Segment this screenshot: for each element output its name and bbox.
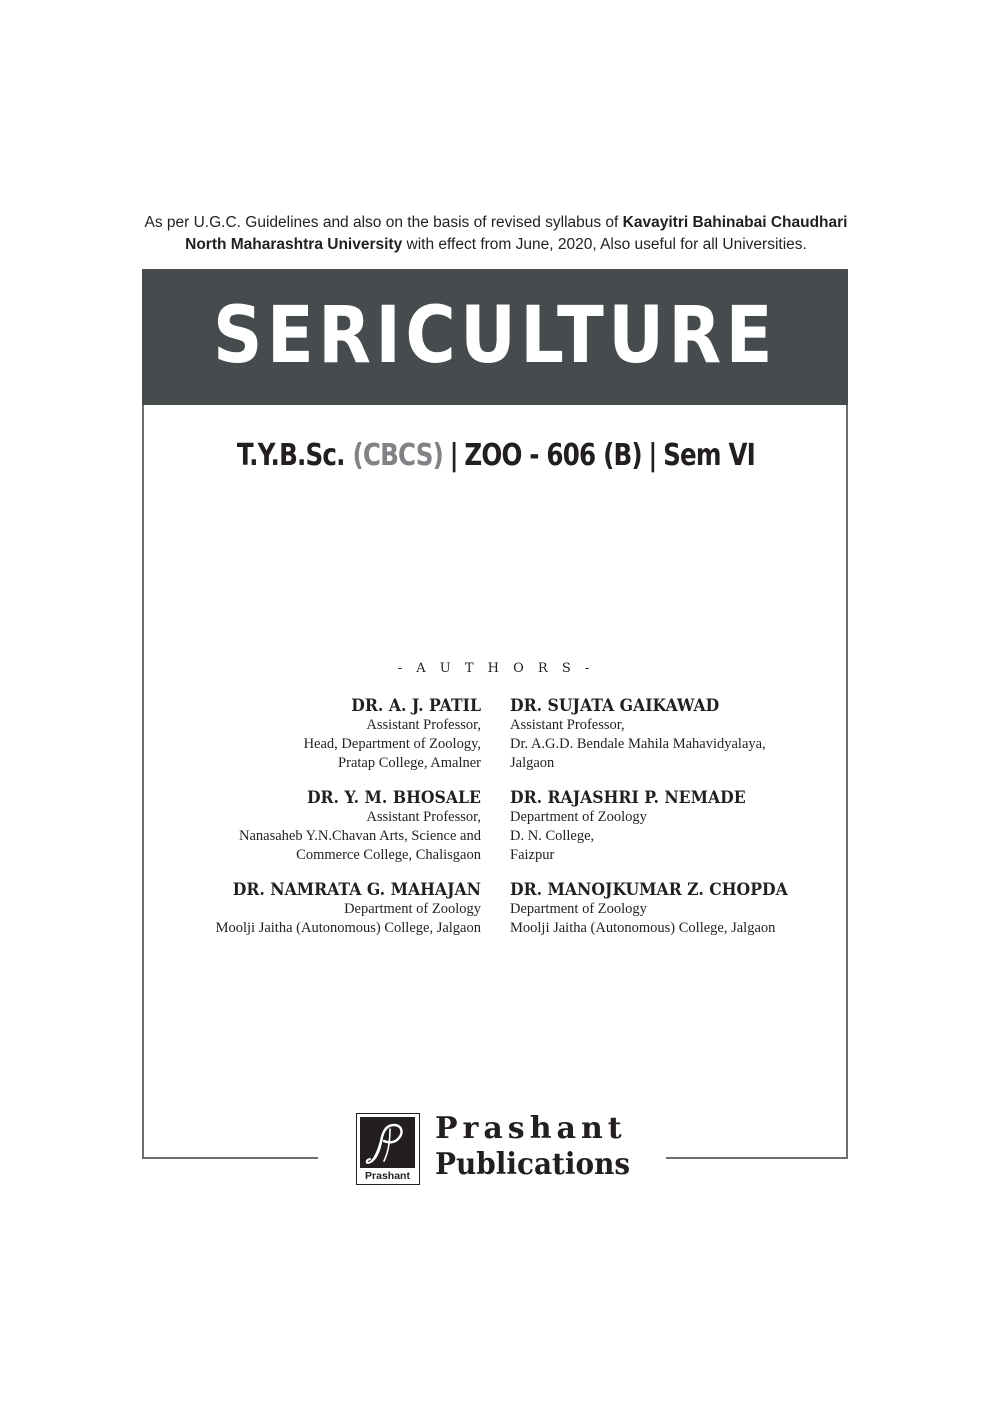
author-affiliation: Faizpur bbox=[510, 847, 555, 863]
author-affiliation: Moolji Jaitha (Autonomous) College, Jalgaon bbox=[510, 920, 776, 936]
author-name: DR. Y. M. BHOSALE bbox=[306, 788, 481, 807]
author-affiliation: D. N. College, bbox=[510, 828, 595, 844]
author-affiliation: Jalgaon bbox=[510, 755, 555, 771]
author-affiliation: Assistant Professor, bbox=[366, 809, 481, 825]
author-affiliation: Department of Zoology bbox=[510, 901, 647, 917]
paper-code: ZOO - 606 (B) bbox=[464, 438, 642, 473]
authors-left-column bbox=[151, 695, 481, 952]
author-name: DR. A. J. PATIL bbox=[351, 696, 481, 715]
p-monogram-icon bbox=[360, 1117, 415, 1168]
author-affiliation: Pratap College, Amalner bbox=[338, 755, 481, 771]
author-entry bbox=[510, 787, 840, 865]
author-affiliation: Commerce College, Chalisgaon bbox=[296, 847, 481, 863]
semester-label: Sem VI bbox=[663, 438, 756, 473]
author-affiliation: Assistant Professor, bbox=[366, 717, 481, 733]
author-affiliation: Department of Zoology bbox=[344, 901, 481, 917]
author-affiliation: Moolji Jaitha (Autonomous) College, Jalgaon bbox=[215, 920, 481, 936]
author-entry bbox=[151, 787, 481, 865]
authors-heading: - A U T H O R S - bbox=[397, 661, 595, 676]
publisher-logo bbox=[356, 1113, 420, 1185]
notice-line-1-text: As per U.G.C. Guidelines and also on the basis of revised syllabus of bbox=[144, 214, 623, 231]
university-name-part-1: Kavayitri Bahinabai Chaudhari bbox=[622, 214, 848, 231]
author-affiliation: Head, Department of Zoology, bbox=[303, 736, 481, 752]
author-affiliation: Assistant Professor, bbox=[510, 717, 625, 733]
frame-bottom-right-rule bbox=[666, 1157, 848, 1159]
scheme-label: (CBCS) bbox=[352, 438, 444, 473]
publisher-block bbox=[356, 1111, 636, 1187]
book-title: SERICULTURE bbox=[213, 291, 777, 381]
notice-line-2-text: with effect from June, 2020, Also useful for all Universities. bbox=[402, 236, 807, 253]
separator: | bbox=[449, 438, 458, 473]
notice-line-1 bbox=[0, 212, 992, 234]
author-name: DR. MANOJKUMAR Z. CHOPDA bbox=[510, 880, 788, 899]
author-name: DR. NAMRATA G. MAHAJAN bbox=[232, 880, 481, 899]
author-entry bbox=[510, 879, 840, 938]
course-name: T.Y.B.Sc. bbox=[236, 438, 345, 473]
publisher-name-line-2: Publications bbox=[435, 1147, 631, 1182]
title-band bbox=[142, 269, 848, 405]
notice-line-2 bbox=[0, 234, 992, 256]
separator: | bbox=[648, 438, 657, 473]
author-entry bbox=[151, 879, 481, 938]
university-name-part-2: North Maharashtra University bbox=[185, 236, 403, 253]
authors-right-column bbox=[510, 695, 840, 952]
author-affiliation: Nanasaheb Y.N.Chavan Arts, Science and bbox=[238, 828, 481, 844]
syllabus-notice bbox=[0, 212, 992, 256]
author-name: DR. RAJASHRI P. NEMADE bbox=[510, 788, 746, 807]
frame-bottom-left-rule bbox=[142, 1157, 318, 1159]
course-info bbox=[0, 438, 992, 473]
author-name: DR. SUJATA GAIKAWAD bbox=[510, 696, 720, 715]
author-entry bbox=[151, 695, 481, 773]
author-entry bbox=[510, 695, 840, 773]
publisher-logo-icon bbox=[360, 1117, 415, 1168]
publisher-logo-label: Prashant bbox=[365, 1170, 410, 1182]
publisher-name-line-1: Prashant bbox=[435, 1111, 627, 1146]
author-affiliation: Dr. A.G.D. Bendale Mahila Mahavidyalaya, bbox=[510, 736, 766, 752]
author-affiliation: Department of Zoology bbox=[510, 809, 647, 825]
